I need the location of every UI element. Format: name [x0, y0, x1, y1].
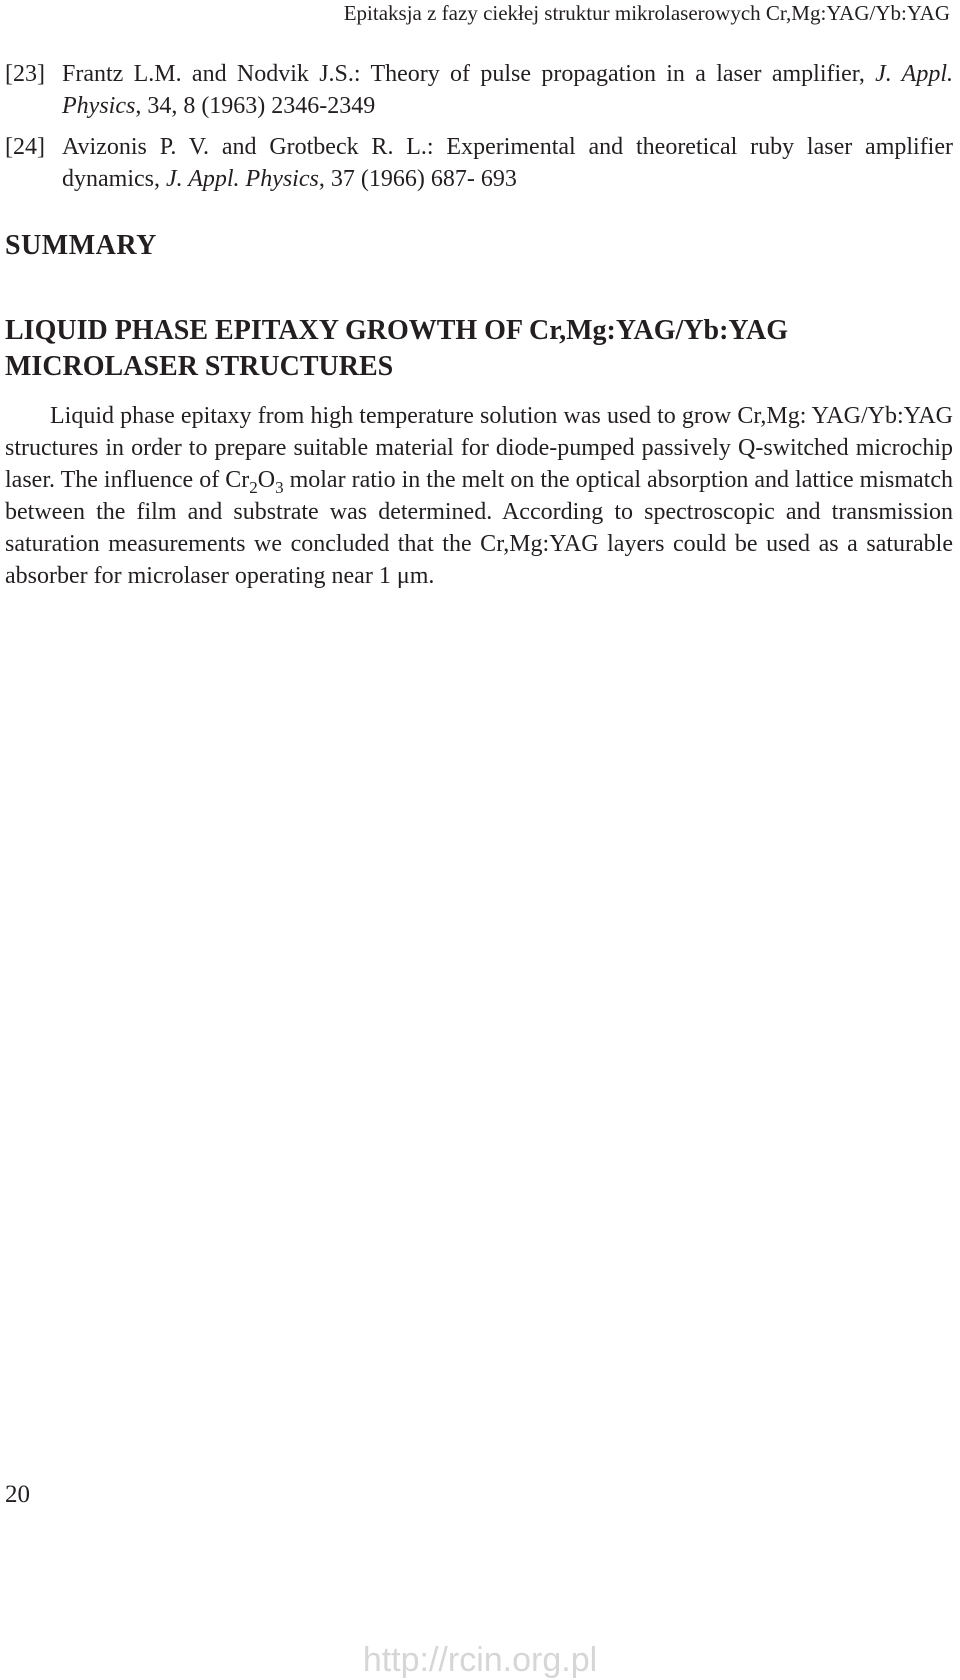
- oxygen-symbol: O: [257, 467, 276, 493]
- abstract-text-part1: Liquid phase epitaxy from high temperature solution was used to grow Cr,Mg: YAG/Yb:YAG structures in order to prepare suitable material for diode-pumped passively Q-switched microchip laser. The influence of Cr: [5, 403, 953, 493]
- reference-24: [5, 131, 953, 195]
- reference-number: [24]: [5, 134, 45, 160]
- reference-authors: Avizonis P. V. and Grotbeck R. L.: Experimental and theoretical ruby laser amplifier dynamics,: [62, 134, 953, 192]
- subscript-3: 3: [275, 478, 284, 497]
- abstract-paragraph: [5, 400, 953, 592]
- reference-details: , 34, 8 (1963) 2346-2349: [135, 93, 376, 119]
- reference-details: , 37 (1966) 687- 693: [318, 166, 517, 192]
- reference-list: [5, 58, 953, 204]
- running-header: Epitaksja z fazy ciekłej struktur mikrolaserowych Cr,Mg:YAG/Yb:YAG: [343, 1, 950, 25]
- reference-authors: Frantz L.M. and Nodvik J.S.: Theory of pulse propagation in a laser amplifier,: [62, 61, 865, 87]
- reference-23: [5, 58, 953, 122]
- footer-watermark: http://rcin.org.pl: [362, 1641, 598, 1679]
- abstract-text-part2: molar ratio in the melt on the optical absorption and lattice mismatch between the film and substrate was determined. According to spectroscopic and transmission saturation measurements we concluded that the Cr,Mg:YAG layers could be used as a saturable absorber for microlaser operating near 1 μm.: [5, 467, 953, 589]
- reference-journal: J. Appl. Physics: [62, 61, 953, 119]
- reference-number: [23]: [5, 61, 45, 87]
- page-number: 20: [5, 1481, 30, 1508]
- summary-heading: SUMMARY: [5, 230, 157, 261]
- subscript-2: 2: [249, 478, 258, 497]
- reference-journal: J. Appl. Physics: [165, 166, 319, 192]
- paper-title: LIQUID PHASE EPITAXY GROWTH OF Cr,Mg:YAG/Yb:YAG MICROLASER STRUCTURES: [5, 315, 789, 382]
